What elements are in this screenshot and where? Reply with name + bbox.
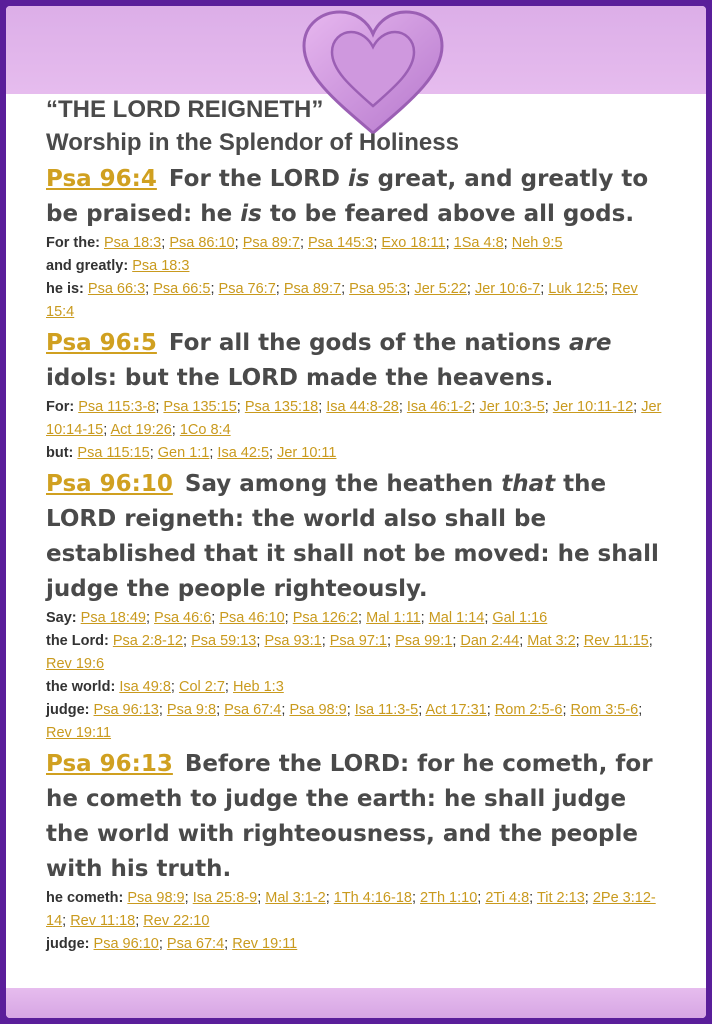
cross-reference-link[interactable]: Tit 2:13 (536, 890, 585, 906)
verse-text-part: Before the LORD: for he cometh, for he cometh to judge the earth: he shall judge the world with righteousness, and the people with his truth. (46, 751, 653, 882)
cross-reference-link[interactable]: Rev 19:11 (232, 936, 298, 952)
cross-reference-line: but: Psa 115:15; Gen 1:1; Isa 42:5; Jer 10:11 (46, 445, 337, 461)
cross-reference-line: judge: Psa 96:10; Psa 67:4; Rev 19:11 (46, 936, 298, 952)
cross-reference-link[interactable]: Isa 11:3-5 (354, 702, 419, 718)
cross-reference-link[interactable]: Psa 18:3 (132, 258, 190, 274)
cross-reference-link[interactable]: Psa 89:7 (283, 281, 342, 297)
cross-reference-link[interactable]: Psa 115:15 (77, 445, 150, 461)
cross-reference-link[interactable]: Psa 66:3 (87, 281, 146, 297)
cross-reference-label: he cometh: (46, 890, 124, 906)
verse-text-part: that (501, 471, 556, 497)
cross-reference-link[interactable]: Psa 66:5 (153, 281, 211, 297)
cross-reference-link[interactable]: Mal 1:14 (428, 610, 485, 626)
cross-reference-link[interactable]: Psa 2:8-12 (112, 633, 183, 649)
cross-reference-link[interactable]: Exo 18:11 (381, 235, 446, 251)
cross-reference-line: the Lord: Psa 2:8-12; Psa 59:13; Psa 93:1; Psa 97:1; Psa 99:1; Dan 2:44; Mat 3:2; Rev 11:15; Rev 19:6 (46, 633, 653, 672)
cross-reference-link[interactable]: Psa 18:3 (104, 235, 162, 251)
verse-block (46, 747, 666, 956)
cross-reference-link[interactable]: 2Pe 3:12-14 (46, 890, 656, 929)
cross-reference-link[interactable]: Psa 59:13 (191, 633, 257, 649)
cross-reference-label: judge: (46, 702, 90, 718)
cross-reference-link[interactable]: Psa 93:1 (264, 633, 322, 649)
cross-reference-link[interactable]: Jer 10:3-5 (479, 399, 545, 415)
verse-text-part: great, and greatly to be praised: he (46, 166, 649, 227)
cross-reference-link[interactable]: Rev 11:15 (583, 633, 649, 649)
cross-reference-link[interactable]: Rev 11:18 (70, 913, 136, 929)
cross-reference-line: For: Psa 115:3-8; Psa 135:15; Psa 135:18; Isa 44:8-28; Isa 46:1-2; Jer 10:3-5; Jer 10:11-12; Jer 10:14-15; Act 19:26; 1Co 8:4 (46, 399, 662, 438)
cross-reference-link[interactable]: Psa 67:4 (166, 936, 225, 952)
cross-reference-link[interactable]: Psa 98:9 (127, 890, 185, 906)
cross-reference-link[interactable]: Psa 135:18 (244, 399, 319, 415)
verse-reference-link[interactable]: Psa 96:13 (46, 751, 173, 777)
cross-reference-link[interactable]: Rom 2:5-6 (494, 702, 563, 718)
cross-reference-link[interactable]: Psa 76:7 (218, 281, 276, 297)
cross-reference-link[interactable]: Gal 1:16 (492, 610, 548, 626)
verse-text-part: Say among the heathen (184, 471, 502, 497)
cross-reference-link[interactable]: Psa 99:1 (395, 633, 453, 649)
verse-text-part: is (348, 166, 370, 192)
cross-reference-line: Say: Psa 18:49; Psa 46:6; Psa 46:10; Psa 126:2; Mal 1:11; Mal 1:14; Gal 1:16 (46, 610, 548, 626)
cross-reference-link[interactable]: Rom 3:5-6 (570, 702, 639, 718)
verse-text-part: idols: but the LORD made the heavens. (46, 365, 554, 391)
verse-text (46, 467, 666, 607)
verse-block (46, 326, 666, 465)
cross-reference-link[interactable]: Luk 12:5 (548, 281, 604, 297)
cross-reference-link[interactable]: Jer 10:11-12 (552, 399, 634, 415)
main-content (46, 94, 666, 956)
cross-reference-link[interactable]: Isa 42:5 (217, 445, 270, 461)
page-subtitle: Worship in the Splendor of Holiness (46, 129, 459, 156)
verse-text-part: is (240, 201, 262, 227)
verse-reference-link[interactable]: Psa 96:10 (46, 471, 173, 497)
cross-reference-line: the world: Isa 49:8; Col 2:7; Heb 1:3 (46, 679, 284, 695)
cross-reference-link[interactable]: Isa 25:8-9 (192, 890, 258, 906)
verse-text-part: to be feared above all gods. (261, 201, 635, 227)
cross-reference-link[interactable]: Mal 1:11 (366, 610, 421, 626)
cross-reference-link[interactable]: Psa 89:7 (242, 235, 300, 251)
cross-reference-link[interactable]: Jer 5:22 (414, 281, 467, 297)
verse-text (46, 162, 666, 232)
cross-reference-label: judge: (46, 936, 90, 952)
cross-reference-link[interactable]: Heb 1:3 (232, 679, 284, 695)
verse-reference-link[interactable]: Psa 96:4 (46, 166, 157, 192)
cross-reference-label: For: (46, 399, 75, 415)
verse-text-part: For the LORD (168, 166, 348, 192)
verse-text-part: For all the gods of the nations (168, 330, 569, 356)
cross-reference-line: he cometh: Psa 98:9; Isa 25:8-9; Mal 3:1-2; 1Th 4:16-18; 2Th 1:10; 2Ti 4:8; Tit 2:13; 2Pe 3:12-14; Rev 11:18; Rev 22:10 (46, 890, 656, 929)
cross-reference-link[interactable]: Neh 9:5 (511, 235, 563, 251)
cross-reference-link[interactable]: Psa 9:8 (166, 702, 217, 718)
cross-reference-link[interactable]: Rev 22:10 (143, 913, 210, 929)
cross-reference-link[interactable]: Psa 145:3 (308, 235, 374, 251)
verse-text (46, 326, 666, 396)
cross-reference-link[interactable]: Psa 98:9 (289, 702, 347, 718)
cross-reference-link[interactable]: Psa 18:49 (80, 610, 146, 626)
cross-reference-line: he is: Psa 66:3; Psa 66:5; Psa 76:7; Psa 89:7; Psa 95:3; Jer 5:22; Jer 10:6-7; Luk 12:5; Rev 15:4 (46, 281, 638, 320)
cross-reference-link[interactable]: Psa 96:13 (93, 702, 159, 718)
cross-reference-label: and greatly: (46, 258, 129, 274)
cross-reference-label: For the: (46, 235, 100, 251)
cross-reference-link[interactable]: 2Ti 4:8 (485, 890, 530, 906)
verse-list (46, 162, 666, 956)
cross-reference-link[interactable]: Psa 135:15 (163, 399, 237, 415)
cross-reference-link[interactable]: 1Sa 4:8 (453, 235, 504, 251)
cross-reference-link[interactable]: Rev 15:4 (46, 281, 638, 320)
cross-reference-line (46, 255, 666, 278)
cross-reference-link[interactable]: Gen 1:1 (157, 445, 210, 461)
cross-reference-link[interactable]: Col 2:7 (178, 679, 225, 695)
cross-reference-link[interactable]: Isa 49:8 (119, 679, 171, 695)
cross-reference-link[interactable]: Act 19:26 (110, 422, 172, 438)
cross-reference-link[interactable]: Psa 67:4 (224, 702, 282, 718)
cross-reference-link[interactable]: Psa 86:10 (169, 235, 235, 251)
cross-reference-link[interactable]: Psa 46:6 (154, 610, 212, 626)
verse-reference-link[interactable]: Psa 96:5 (46, 330, 157, 356)
cross-reference-link[interactable]: Psa 126:2 (292, 610, 359, 626)
verse-text (46, 747, 666, 887)
cross-reference-link[interactable]: Mal 3:1-2 (265, 890, 326, 906)
cross-reference-link[interactable]: Act 17:31 (425, 702, 487, 718)
cross-reference-link[interactable]: Psa 95:3 (349, 281, 407, 297)
cross-reference-label: Say: (46, 610, 77, 626)
cross-reference-link[interactable]: Psa 115:3-8 (78, 399, 156, 415)
footer-band (6, 988, 706, 1018)
cross-reference-link[interactable]: Dan 2:44 (460, 633, 520, 649)
page-title: “THE LORD REIGNETH” (46, 96, 324, 123)
cross-reference-link[interactable]: Jer 10:6-7 (474, 281, 541, 297)
cross-reference-link[interactable]: Psa 97:1 (329, 633, 387, 649)
cross-reference-link[interactable]: Jer 10:14-15 (46, 399, 662, 438)
verse-text-part: the LORD reigneth: the world also shall be established that it shall not be moved: he shall judge the people righteously. (46, 471, 659, 602)
cross-reference-line: judge: Psa 96:13; Psa 9:8; Psa 67:4; Psa 98:9; Isa 11:3-5; Act 17:31; Rom 2:5-6; Rom 3:5-6; Rev 19:11 (46, 702, 643, 741)
cross-reference-line: For the: Psa 18:3; Psa 86:10; Psa 89:7; Psa 145:3; Exo 18:11; 1Sa 4:8; Neh 9:5 (46, 235, 563, 251)
cross-reference-label: the Lord: (46, 633, 109, 649)
cross-reference-label: the world: (46, 679, 116, 695)
verse-block (46, 467, 666, 745)
verse-text-part: are (568, 330, 612, 356)
cross-reference-link[interactable]: 2Th 1:10 (420, 890, 478, 906)
cross-reference-link[interactable]: Psa 96:10 (93, 936, 159, 952)
cross-reference-link[interactable]: Psa 46:10 (219, 610, 285, 626)
cross-reference-link[interactable]: 1Co 8:4 (179, 422, 231, 438)
cross-reference-link[interactable]: Rev 19:11 (46, 725, 112, 741)
cross-reference-link[interactable]: 1Th 4:16-18 (333, 890, 412, 906)
cross-reference-label: he is: (46, 281, 84, 297)
cross-reference-link[interactable]: Isa 46:1-2 (406, 399, 472, 415)
cross-reference-link[interactable]: Jer 10:11 (277, 445, 337, 461)
cross-reference-link[interactable]: Mat 3:2 (527, 633, 576, 649)
cross-reference-link[interactable]: Isa 44:8-28 (326, 399, 399, 415)
cross-reference-label: but: (46, 445, 74, 461)
verse-block (46, 162, 666, 324)
cross-reference-link[interactable]: Rev 19:6 (46, 656, 105, 672)
